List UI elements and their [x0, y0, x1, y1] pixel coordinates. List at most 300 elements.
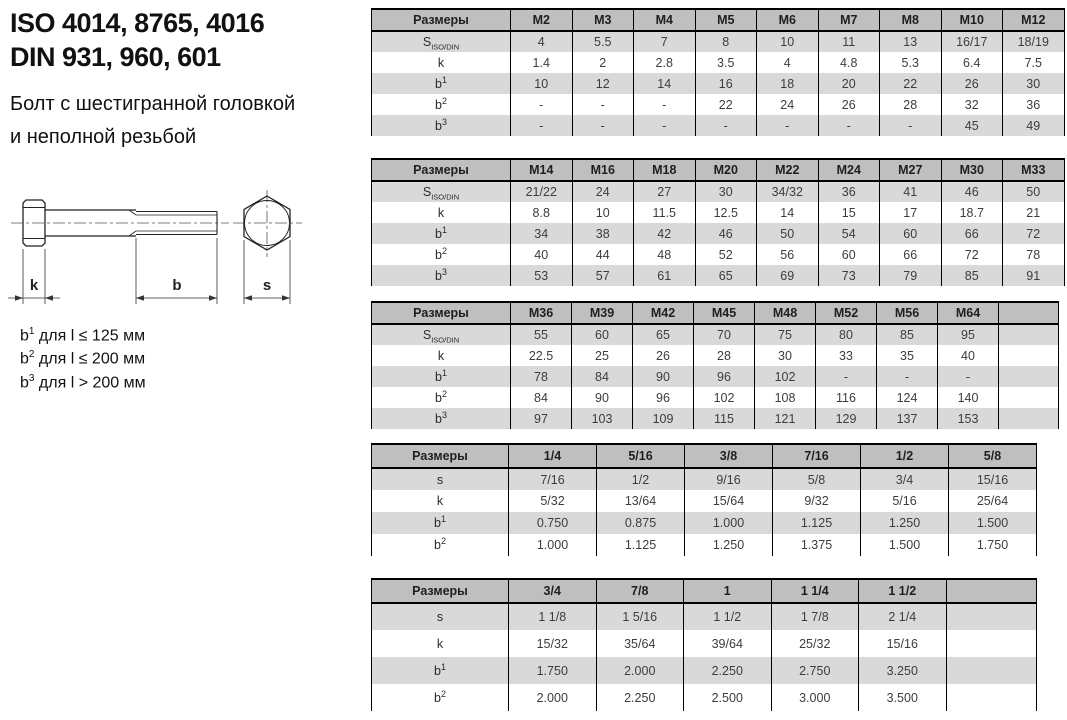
row-label-base: k [436, 494, 444, 508]
size-column-header: 7/8 [596, 579, 684, 603]
value-cell: 6.4 [941, 52, 1003, 73]
table-header-row [372, 579, 1037, 603]
bolt-head-end-view [233, 190, 302, 257]
value-cell: 7 [634, 31, 696, 52]
value-cell: 75 [755, 324, 816, 345]
row-label-sup: 2 [440, 535, 446, 546]
value-cell: 22 [880, 73, 942, 94]
description-line-2: и неполной резьбой [10, 126, 197, 148]
b-dimension-label: b [172, 277, 182, 294]
table-row [372, 115, 1065, 136]
value-cell: 65 [633, 324, 694, 345]
value-cell: 0.875 [597, 512, 685, 534]
value-cell: 91 [1003, 265, 1065, 286]
value-cell: 140 [938, 387, 999, 408]
value-cell: 90 [633, 366, 694, 387]
row-label [372, 223, 511, 244]
value-cell: 26 [633, 345, 694, 366]
value-cell: 1.000 [509, 534, 597, 556]
value-cell: 1.750 [949, 534, 1037, 556]
value-cell: 60 [818, 244, 880, 265]
size-column-header: 7/16 [773, 444, 861, 468]
value-cell: 57 [572, 265, 634, 286]
row-label [372, 630, 509, 657]
size-column-header: M33 [1003, 159, 1065, 181]
value-cell: - [880, 115, 942, 136]
value-cell: 20 [818, 73, 880, 94]
value-cell: 18/19 [1003, 31, 1065, 52]
empty-cell [999, 345, 1059, 366]
footnote-symbol-sup: 3 [28, 372, 35, 384]
table-row [372, 73, 1065, 94]
value-cell: 103 [572, 408, 633, 429]
footnote-symbol: b [20, 327, 29, 345]
table-row [372, 657, 1037, 684]
value-cell: 2.250 [596, 684, 684, 711]
value-cell: - [634, 94, 696, 115]
size-column-header: M4 [634, 9, 696, 31]
empty-cell [999, 387, 1059, 408]
value-cell: 2.750 [771, 657, 859, 684]
value-cell: 3.500 [859, 684, 947, 711]
din-standards-line: DIN 931, 960, 601 [10, 42, 221, 72]
value-cell: 2.500 [684, 684, 772, 711]
footnote-symbol: b [20, 350, 29, 368]
value-cell: 4 [757, 52, 819, 73]
size-column-header: M2 [511, 9, 573, 31]
value-cell: 97 [511, 408, 572, 429]
value-cell: 14 [634, 73, 696, 94]
dimensions-header-cell: Размеры [372, 159, 511, 181]
row-label-sup: 1 [440, 661, 446, 672]
table-row [372, 534, 1037, 556]
row-label [372, 31, 511, 52]
dimension-table-4 [371, 443, 1037, 556]
size-column-header: 5/16 [597, 444, 685, 468]
row-label [372, 324, 511, 345]
row-label [372, 534, 509, 556]
value-cell: 24 [572, 181, 634, 202]
value-cell: 60 [572, 324, 633, 345]
row-label-sup: 2 [441, 245, 447, 256]
value-cell: 18.7 [941, 202, 1003, 223]
dimension-table-1 [371, 8, 1065, 136]
table-row [372, 490, 1037, 512]
size-column-header: M52 [816, 302, 877, 324]
value-cell: 1 1/8 [509, 603, 597, 630]
size-column-header: M7 [818, 9, 880, 31]
value-cell: 5/32 [509, 490, 597, 512]
value-cell: - [572, 94, 634, 115]
value-cell: 15 [818, 202, 880, 223]
value-cell: 61 [634, 265, 696, 286]
row-label [372, 73, 511, 94]
value-cell: 73 [818, 265, 880, 286]
value-cell: 30 [755, 345, 816, 366]
row-label [372, 265, 511, 286]
size-column-header: M36 [511, 302, 572, 324]
value-cell: 22.5 [511, 345, 572, 366]
value-cell: 9/32 [773, 490, 861, 512]
footnote-symbol-sup: 1 [28, 326, 35, 337]
footnotes [20, 322, 146, 392]
row-label [372, 94, 511, 115]
row-label [372, 684, 509, 711]
value-cell: - [816, 366, 877, 387]
row-label [372, 490, 509, 512]
row-label-base: S [422, 185, 432, 199]
table-row [372, 181, 1065, 202]
value-cell: 1.750 [509, 657, 597, 684]
value-cell: 69 [757, 265, 819, 286]
value-cell: 116 [816, 387, 877, 408]
row-label-sup: 3 [441, 409, 447, 420]
value-cell: 95 [938, 324, 999, 345]
value-cell: 50 [1003, 181, 1065, 202]
value-cell: 28 [694, 345, 755, 366]
table-header-row [372, 444, 1037, 468]
row-label [372, 657, 509, 684]
value-cell: 2.8 [634, 52, 696, 73]
value-cell: 28 [880, 94, 942, 115]
row-label-sub: ISO/DIN [431, 192, 460, 202]
value-cell: 24 [757, 94, 819, 115]
size-column-header: 1 1/4 [771, 579, 859, 603]
b-dimension [136, 238, 217, 304]
size-column-header: 3/8 [685, 444, 773, 468]
dimension-table-5 [371, 578, 1037, 711]
row-label [372, 603, 509, 630]
standards-title [10, 6, 264, 74]
value-cell: 15/16 [949, 468, 1037, 490]
iso-standards-line: ISO 4014, 8765, 4016 [10, 8, 265, 38]
table-row [372, 223, 1065, 244]
value-cell: 35/64 [596, 630, 684, 657]
value-cell: 30 [695, 181, 757, 202]
value-cell: 5.3 [880, 52, 942, 73]
row-label-base: b [435, 411, 442, 426]
row-label-base: b [435, 118, 442, 133]
value-cell: 3.5 [695, 52, 757, 73]
table-header-row [372, 302, 1059, 324]
size-column-header: 1/2 [861, 444, 949, 468]
value-cell: 15/32 [509, 630, 597, 657]
value-cell: - [695, 115, 757, 136]
value-cell: 2.000 [509, 684, 597, 711]
value-cell: 109 [633, 408, 694, 429]
value-cell: 1.125 [773, 512, 861, 534]
table-row [372, 684, 1037, 711]
footnote-symbol-sup: 2 [28, 349, 35, 361]
value-cell: 14 [757, 202, 819, 223]
value-cell: 17 [880, 202, 942, 223]
value-cell: 35 [877, 345, 938, 366]
footnote-line [20, 345, 146, 368]
value-cell: 11 [818, 31, 880, 52]
dimension-table-2 [371, 158, 1065, 286]
row-label-sup: 2 [440, 688, 446, 699]
value-cell: 49 [1003, 115, 1065, 136]
size-column-header: M8 [880, 9, 942, 31]
dimensions-header-cell: Размеры [372, 579, 509, 603]
empty-header-cell [946, 579, 1036, 603]
table-row [372, 603, 1037, 630]
table-row [372, 366, 1059, 387]
value-cell: 54 [818, 223, 880, 244]
description-line-1: Болт с шестигранной головкой [10, 93, 296, 115]
value-cell: 15/16 [859, 630, 947, 657]
value-cell: 7/16 [509, 468, 597, 490]
value-cell: 42 [634, 223, 696, 244]
value-cell: 36 [1003, 94, 1065, 115]
size-column-header: M22 [757, 159, 819, 181]
row-label-sup: 1 [441, 74, 447, 85]
row-label [372, 345, 511, 366]
value-cell: 36 [818, 181, 880, 202]
table-row [372, 52, 1065, 73]
footnote-symbol: b [20, 373, 29, 391]
size-column-header: M48 [755, 302, 816, 324]
row-label-base: b [435, 247, 442, 262]
size-column-header: M16 [572, 159, 634, 181]
empty-cell [946, 630, 1036, 657]
row-label [372, 366, 511, 387]
size-column-header: M3 [572, 9, 634, 31]
value-cell: 10 [572, 202, 634, 223]
value-cell: 16 [695, 73, 757, 94]
size-column-header: M45 [694, 302, 755, 324]
value-cell: 2.000 [596, 657, 684, 684]
value-cell: 10 [511, 73, 573, 94]
row-label-base: b [435, 268, 442, 283]
row-label-base: k [437, 205, 445, 220]
value-cell: - [818, 115, 880, 136]
value-cell: 1.4 [511, 52, 573, 73]
value-cell: 1.125 [597, 534, 685, 556]
value-cell: 46 [695, 223, 757, 244]
row-label-sup: 2 [441, 95, 447, 106]
value-cell: 44 [572, 244, 634, 265]
footnote-text: для l ≤ 125 мм [38, 327, 146, 345]
value-cell: 45 [941, 115, 1003, 136]
dimensions-header-cell: Размеры [372, 302, 511, 324]
empty-cell [946, 657, 1036, 684]
value-cell: 0.750 [509, 512, 597, 534]
hex-bolt-drawing-svg [5, 186, 340, 326]
size-column-header: M24 [818, 159, 880, 181]
row-label [372, 387, 511, 408]
value-cell: - [572, 115, 634, 136]
row-label [372, 181, 511, 202]
value-cell: 39/64 [684, 630, 772, 657]
value-cell: 3.250 [859, 657, 947, 684]
value-cell: 11.5 [634, 202, 696, 223]
size-column-header: M39 [572, 302, 633, 324]
value-cell: 10 [757, 31, 819, 52]
value-cell: 72 [941, 244, 1003, 265]
value-cell: 90 [572, 387, 633, 408]
value-cell: 25/32 [771, 630, 859, 657]
value-cell: 25 [572, 345, 633, 366]
table-header-row [372, 9, 1065, 31]
row-label-base: b [435, 369, 442, 384]
empty-cell [999, 366, 1059, 387]
row-label-sup: 1 [441, 224, 447, 235]
value-cell: 84 [511, 387, 572, 408]
value-cell: 96 [694, 366, 755, 387]
value-cell: - [511, 115, 573, 136]
row-label [372, 115, 511, 136]
empty-cell [999, 408, 1059, 429]
row-label-base: s [436, 610, 444, 624]
value-cell: 102 [755, 366, 816, 387]
row-label-base: b [435, 390, 442, 405]
value-cell: 26 [941, 73, 1003, 94]
row-label-base: b [435, 76, 442, 91]
value-cell: 3/4 [861, 468, 949, 490]
value-cell: 41 [880, 181, 942, 202]
value-cell: 1/2 [597, 468, 685, 490]
row-label-base: b [434, 690, 441, 705]
value-cell: 7.5 [1003, 52, 1065, 73]
size-column-header: M64 [938, 302, 999, 324]
value-cell: 60 [880, 223, 942, 244]
value-cell: 84 [572, 366, 633, 387]
empty-cell [946, 603, 1036, 630]
value-cell: 34 [511, 223, 573, 244]
size-column-header: M20 [695, 159, 757, 181]
row-label [372, 468, 509, 490]
value-cell: 5/8 [773, 468, 861, 490]
row-label [372, 512, 509, 534]
value-cell: 12 [572, 73, 634, 94]
value-cell: 66 [941, 223, 1003, 244]
size-column-header: M30 [941, 159, 1003, 181]
value-cell: 34/32 [757, 181, 819, 202]
value-cell: 121 [755, 408, 816, 429]
size-column-header: 1 1/2 [859, 579, 947, 603]
value-cell: 96 [633, 387, 694, 408]
value-cell: 25/64 [949, 490, 1037, 512]
value-cell: 38 [572, 223, 634, 244]
value-cell: 27 [634, 181, 696, 202]
row-label-base: k [437, 348, 445, 363]
value-cell: 78 [511, 366, 572, 387]
k-dimension-label: k [29, 277, 39, 294]
value-cell: 15/64 [685, 490, 773, 512]
table-row [372, 408, 1059, 429]
value-cell: 55 [511, 324, 572, 345]
value-cell: 65 [695, 265, 757, 286]
row-label-sup: 1 [441, 367, 447, 378]
value-cell: 12.5 [695, 202, 757, 223]
size-column-header: 3/4 [509, 579, 597, 603]
row-label-sub: ISO/DIN [431, 42, 460, 52]
table-row [372, 387, 1059, 408]
value-cell: 53 [511, 265, 573, 286]
value-cell: 9/16 [685, 468, 773, 490]
size-column-header: M56 [877, 302, 938, 324]
table-row [372, 94, 1065, 115]
value-cell: 40 [938, 345, 999, 366]
value-cell: 56 [757, 244, 819, 265]
value-cell: 48 [634, 244, 696, 265]
value-cell: 102 [694, 387, 755, 408]
size-column-header: M14 [511, 159, 573, 181]
table-row [372, 202, 1065, 223]
value-cell: - [938, 366, 999, 387]
row-label-base: k [437, 55, 445, 70]
value-cell: 1.500 [949, 512, 1037, 534]
value-cell: 33 [816, 345, 877, 366]
row-label-base: S [422, 35, 432, 49]
size-column-header: 1 [684, 579, 772, 603]
size-column-header: 1/4 [509, 444, 597, 468]
row-label [372, 244, 511, 265]
size-column-header: M5 [695, 9, 757, 31]
row-label [372, 52, 511, 73]
value-cell: - [634, 115, 696, 136]
value-cell: 1 1/2 [684, 603, 772, 630]
table-header-row [372, 159, 1065, 181]
dimensions-header-cell: Размеры [372, 9, 511, 31]
value-cell: 72 [1003, 223, 1065, 244]
row-label [372, 202, 511, 223]
row-label-base: k [436, 636, 444, 651]
value-cell: 78 [1003, 244, 1065, 265]
size-column-header: M10 [941, 9, 1003, 31]
value-cell: 66 [880, 244, 942, 265]
row-label-sup: 3 [441, 116, 447, 127]
value-cell: 124 [877, 387, 938, 408]
dimension-table-3 [371, 301, 1059, 429]
bolt-technical-drawing [5, 186, 340, 326]
value-cell: 153 [938, 408, 999, 429]
empty-header-cell [999, 302, 1059, 324]
footnote-line [20, 369, 146, 392]
table-row [372, 630, 1037, 657]
table-row [372, 324, 1059, 345]
table-row [372, 265, 1065, 286]
value-cell: 50 [757, 223, 819, 244]
size-column-header: M6 [757, 9, 819, 31]
footnote-text: для l ≤ 200 мм [38, 350, 146, 368]
row-label-base: b [434, 663, 441, 678]
footnote-text: для l > 200 мм [38, 373, 146, 391]
value-cell: 1.000 [685, 512, 773, 534]
value-cell: 8 [695, 31, 757, 52]
size-column-header: M42 [633, 302, 694, 324]
value-cell: 40 [511, 244, 573, 265]
value-cell: 79 [880, 265, 942, 286]
value-cell: 108 [755, 387, 816, 408]
value-cell: 5/16 [861, 490, 949, 512]
size-column-header: M18 [634, 159, 696, 181]
value-cell: 26 [818, 94, 880, 115]
table-row [372, 244, 1065, 265]
row-label [372, 408, 511, 429]
size-column-header: M27 [880, 159, 942, 181]
value-cell: 2 1/4 [859, 603, 947, 630]
value-cell: 1.500 [861, 534, 949, 556]
value-cell: 1 5/16 [596, 603, 684, 630]
footnote-line [20, 322, 146, 345]
value-cell: 2.250 [684, 657, 772, 684]
value-cell: 129 [816, 408, 877, 429]
value-cell: 22 [695, 94, 757, 115]
value-cell: 80 [816, 324, 877, 345]
value-cell: 2 [572, 52, 634, 73]
